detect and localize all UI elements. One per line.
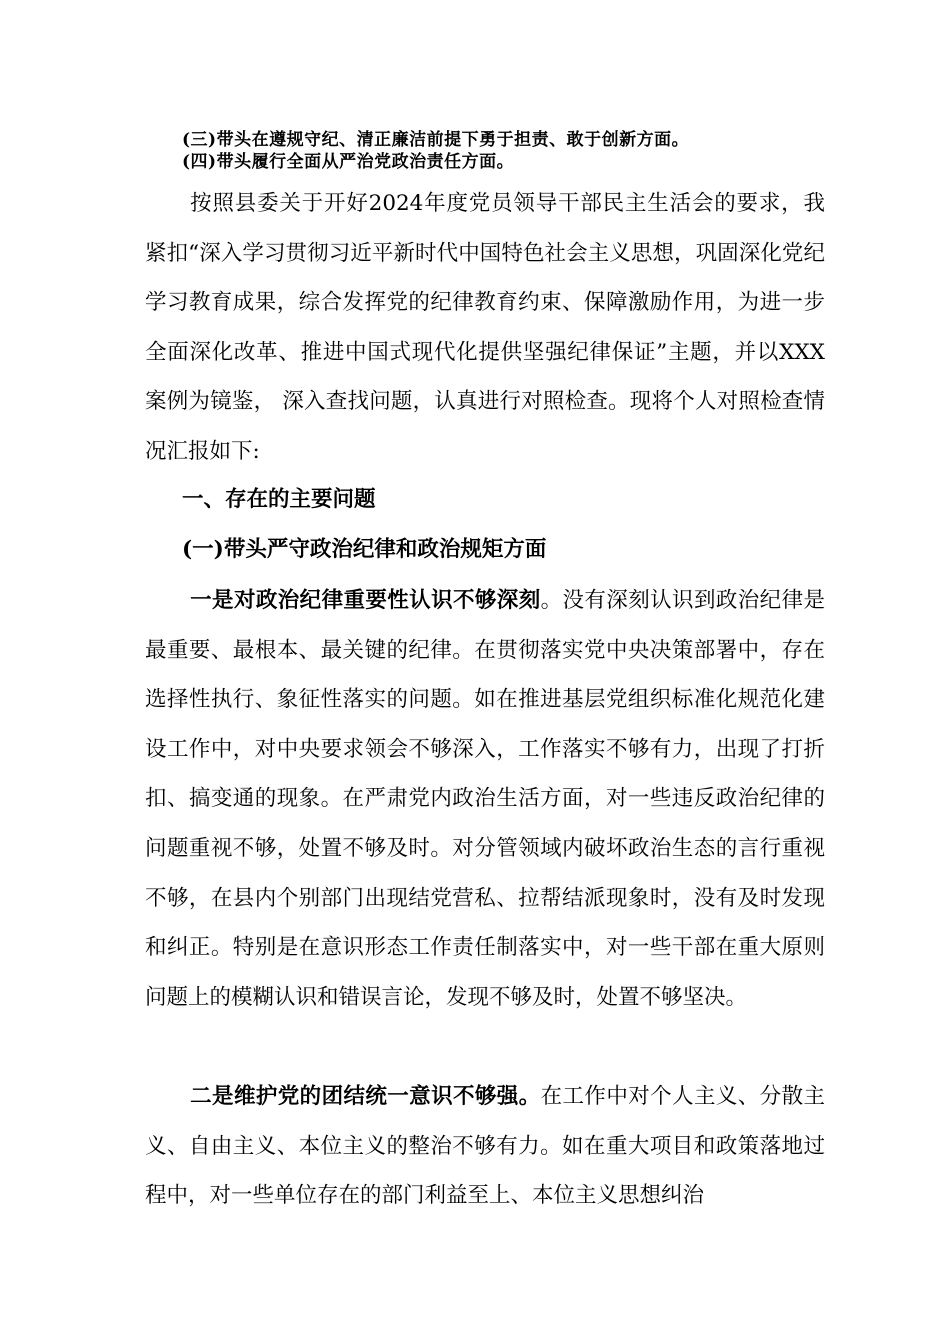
point-paragraph-1: [145, 576, 825, 1022]
point-paragraph-2: [145, 1072, 825, 1221]
point-text-2: 在工作中对个人主义、分散主义、自由主义、本位主义的整治不够有力。如在重大项目和政策落地过程中，对一些单位存在的部门利益至上、本位主义思想纠治: [145, 1084, 825, 1209]
intro-item-3: (三)带头在遵规守纪、清正廉洁前提下勇于担责、敢于创新方面。: [182, 130, 690, 150]
intro-item-4: (四)带头履行全面从严治党政治责任方面。: [182, 152, 515, 172]
point-lead-2: 二是维护党的团结统一意识不够强。: [190, 1084, 541, 1109]
point-text-1: 。没有深刻认识到政治纪律是最重要、最根本、最关键的纪律。在贯彻落实党中央决策部署中，存在选择性执行、象征性落实的问题。如在推进基层党组织标准化规范化建设工作中，对中央要求领会不够深入，工作落实不够有力，出现了打折扣、搞变通的现象。在严肃党内政治生活方面，对一些违反政治纪律的问题重视不够，处置不够及时。对分管领域内破坏政治生态的言行重视不够，在县内个别部门出现结党营私、拉帮结派现象时，没有及时发现和纠正。特别是在意识形态工作责任制落实中，对一些干部在重大原则问题上的模糊认识和错误言论，发现不够及时，处置不够坚决。: [145, 588, 825, 1010]
point-lead-1: 一是对政治纪律重要性认识不够深刻: [190, 588, 541, 613]
section-title: 一、存在的主要问题: [182, 487, 376, 512]
intro-paragraph: 按照县委关于开好2024年度党员领导干部民主生活会的要求，我紧扣“深入学习贯彻习近平新时代中国特色社会主义思想，巩固深化党纪学习教育成果，综合发挥党的纪律教育约束、保障激励作用，为进一步全面深化改革、推进中国式现代化提供坚强纪律保证”主题，并以XXX案例为镜鉴， 深入查找问题，认真进行对照检查。现将个人对照检查情况汇报如下:: [145, 191, 825, 464]
subsection-title: (一)带头严守政治纪律和政治规矩方面: [182, 537, 547, 562]
